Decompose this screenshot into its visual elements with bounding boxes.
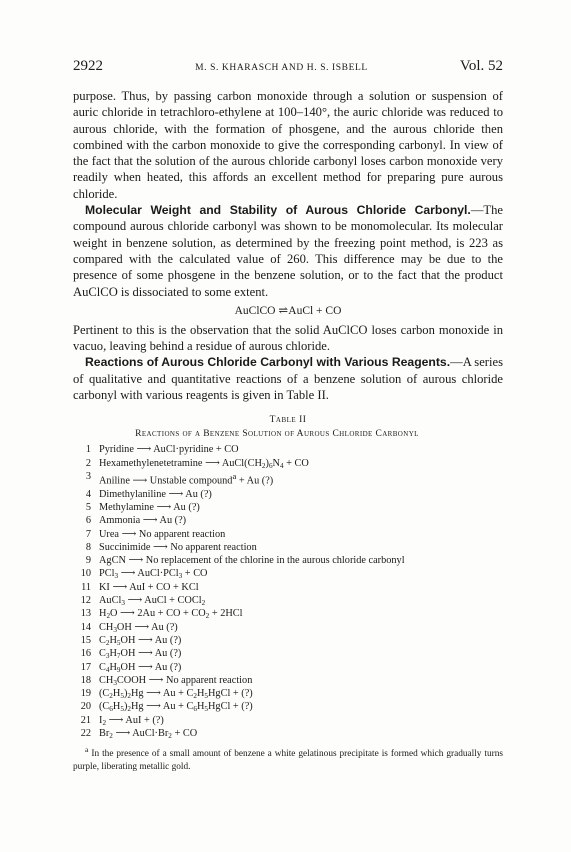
paragraph-pertinent: Pertinent to this is the observation that the solid AuClCO loses carbon monoxide in vacuo, leaving behind a residue of aurous chloride. <box>73 322 503 354</box>
row-number: 7 <box>85 528 91 540</box>
table-row <box>73 470 503 488</box>
reaction-text: $(C_6H_5)_2Hg$ ⟶ $Au + C_6H_5HgCl$ + (?) <box>99 701 253 714</box>
row-number: 13 <box>80 608 91 620</box>
reaction-text: Aniline ⟶ Unstable compound$^a$ + Au (?) <box>99 470 274 487</box>
row-number: 3 <box>85 470 91 482</box>
section-text: —A series of qualitative and quantitative reactions of a benzene solution of aurous chloride carbonyl with various reagents is given in Table II. <box>73 355 503 403</box>
reaction-text: Succinimide ⟶ No apparent reaction <box>99 541 257 553</box>
section-text: —The compound aurous chloride carbonyl was shown to be monomolecular. Its molecular weight in benzene solution, as determined by the freezing point method, is 223 as compared with the calculated value of 260. This difference may be due to the presence of some phosgene in the benzene solution, or to the fact that the product AuClCO is dissociated to some extent. <box>73 203 503 299</box>
row-number: 19 <box>80 688 91 700</box>
row-number: 2 <box>85 457 91 469</box>
table-row <box>73 634 503 647</box>
table-row <box>73 514 503 527</box>
reaction-text: $I_2$ ⟶ AuI + (?) <box>99 714 164 727</box>
section-reactions <box>73 354 503 403</box>
table-row <box>73 607 503 620</box>
row-number: 9 <box>85 555 91 567</box>
reaction-text: PCl$_3$ ⟶ AuCl·PCl$_3$ + CO <box>99 568 208 581</box>
row-number: 8 <box>85 541 91 553</box>
table-row <box>73 647 503 660</box>
reaction-text: $CH_3OH$ ⟶ Au (?) <box>99 621 178 634</box>
reaction-text: KI ⟶ AuI + CO + KCl <box>99 581 199 593</box>
row-number: 12 <box>80 595 91 607</box>
row-number: 14 <box>80 621 91 633</box>
section-heading: Molecular Weight and Stability of Aurous Chloride Carbonyl. <box>85 203 471 218</box>
table-row <box>73 581 503 594</box>
equilibrium-arrow: ⇌ <box>278 304 287 317</box>
section-molecular-weight <box>73 202 503 300</box>
row-number: 20 <box>80 701 91 713</box>
table-row <box>73 727 503 740</box>
table-row <box>73 488 503 501</box>
table-caption: Reactions of a Benzene Solution of Aurous Chloride Carbonyl <box>135 429 419 440</box>
table-row <box>73 443 503 456</box>
reaction-text: $(C_2H_5)_2Hg$ ⟶ $Au + C_2H_5HgCl$ + (?) <box>99 688 253 701</box>
reaction-text: $C_3H_7OH$ ⟶ Au (?) <box>99 648 182 661</box>
equation-right: AuCl + CO <box>288 304 342 317</box>
page-header <box>73 58 503 80</box>
row-number: 5 <box>85 501 91 513</box>
page <box>73 58 503 774</box>
row-number: 21 <box>80 714 91 726</box>
reaction-text: $C_4H_9OH$ ⟶ Au (?) <box>99 661 182 674</box>
table-row <box>73 554 503 567</box>
reaction-text: AgCN ⟶ No replacement of the chlorine in the aurous chloride carbonyl <box>99 555 405 567</box>
reaction-text: Methylamine ⟶ Au (?) <box>99 501 200 513</box>
volume-label: Vol. 52 <box>459 58 503 74</box>
row-number: 10 <box>80 568 91 580</box>
reaction-text: Ammonia ⟶ Au (?) <box>99 515 187 527</box>
row-number: 15 <box>80 634 91 646</box>
table-row <box>73 714 503 727</box>
table-row <box>73 567 503 580</box>
reaction-text: $C_2H_5OH$ ⟶ Au (?) <box>99 634 182 647</box>
row-number: 4 <box>85 488 91 500</box>
table-row <box>73 661 503 674</box>
reaction-text: Pyridine ⟶ AuCl·pyridine + CO <box>99 444 239 456</box>
table-row <box>73 621 503 634</box>
table-row <box>73 501 503 514</box>
row-number: 11 <box>81 581 91 593</box>
table-footnote: $^a$ In the presence of a small amount of benzene a white gelatinous precipitate is formed which gradually turns purple, liberating metallic gold. <box>73 745 503 773</box>
row-number: 22 <box>80 728 91 739</box>
table-row <box>73 687 503 700</box>
table-row <box>73 541 503 554</box>
row-number: 16 <box>80 648 91 660</box>
table-row <box>73 594 503 607</box>
row-number: 1 <box>85 444 91 456</box>
table-row <box>73 700 503 713</box>
section-heading: Reactions of Aurous Chloride Carbonyl with Various Reagents. <box>85 355 451 370</box>
table-row <box>73 528 503 541</box>
reaction-text: Dimethylaniline ⟶ Au (?) <box>99 488 212 500</box>
row-number: 17 <box>80 661 91 673</box>
table-title: Table II <box>269 415 307 426</box>
paragraph-intro: purpose. Thus, by passing carbon monoxide through a solution or suspension of auric chloride in tetrachloro-ethylene at 100–140°, the auric chloride was reduced to aurous chloride, with the formation of phosgene, and the aurous chloride then combined with the carbon monoxide to give the corresponding carbonyl. In view of the fact that the solution of the aurous chloride carbonyl loses carbon monoxide very readily when heated, this affords an excellent method for preparing pure aurous chloride. <box>73 89 503 201</box>
reaction-text: Hexamethylenetetramine ⟶ $AuCl(CH_2)_6N_4$ + CO <box>99 457 309 470</box>
reaction-table <box>73 443 503 740</box>
page-number: 2922 <box>73 58 103 74</box>
row-number: 18 <box>80 674 91 686</box>
dissociation-equation <box>73 302 503 320</box>
reaction-text: $CH_3COOH$ ⟶ No apparent reaction <box>99 674 253 687</box>
table-row <box>73 674 503 687</box>
table-row <box>73 457 503 470</box>
reaction-text: AuCl$_3$ ⟶ AuCl + COCl$_2$ <box>99 595 206 608</box>
reaction-text: $H_2O$ ⟶ 2Au + CO + $CO_2 + 2HCl$ <box>99 608 243 621</box>
reaction-text: Urea ⟶ No apparent reaction <box>99 528 226 540</box>
row-number: 6 <box>85 515 91 527</box>
reaction-text: $Br_2$ ⟶ $AuCl\cdot Br_2$ + CO <box>99 728 198 740</box>
equation-left: AuClCO <box>234 304 276 317</box>
running-head: M. S. KHARASCH AND H. S. ISBELL <box>195 63 368 73</box>
